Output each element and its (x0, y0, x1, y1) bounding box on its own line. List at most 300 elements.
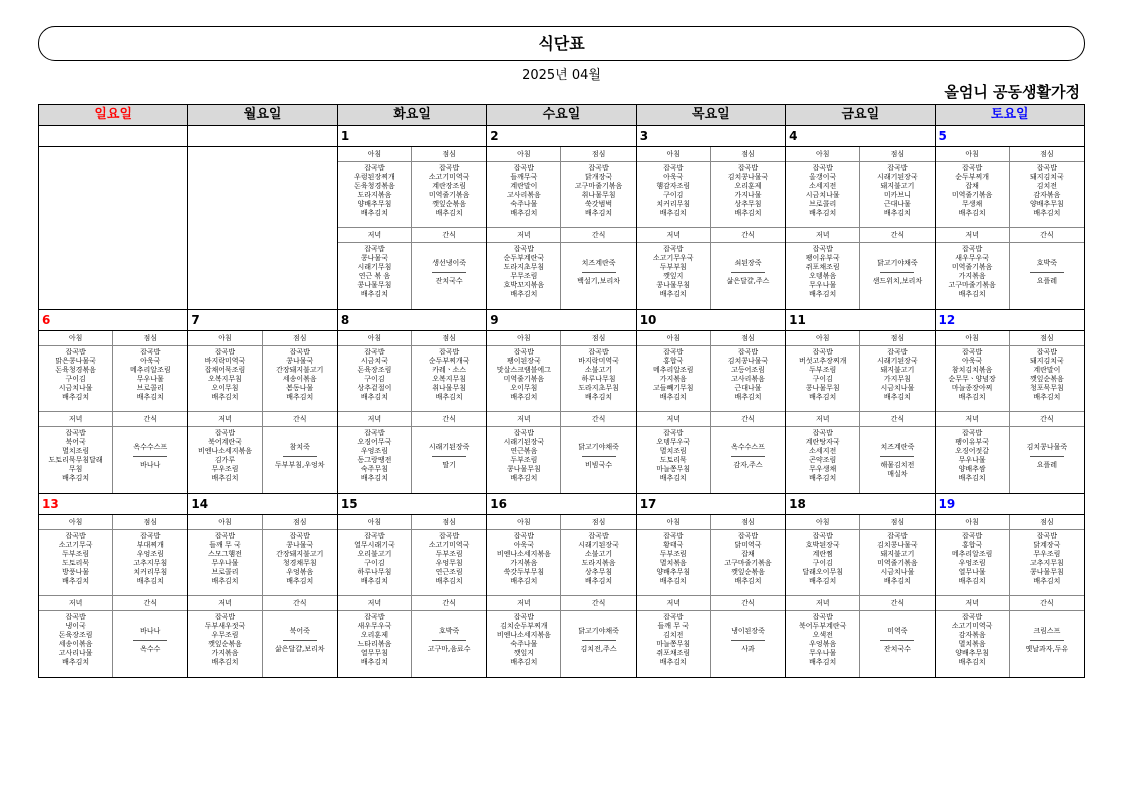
day-number: 7 (188, 310, 336, 331)
day-number-blank (39, 126, 187, 147)
day-cell (935, 126, 1084, 310)
meal-grid (637, 331, 785, 493)
title-banner (38, 26, 1085, 61)
day-number: 5 (936, 126, 1084, 147)
lunch-menu: 잡곡밥 닭미역국 잡채 고구마줄기볶음 깻잎순볶음 배추김치 (711, 530, 785, 596)
dinner-label: 저녁 (188, 412, 262, 427)
breakfast-label: 아침 (487, 147, 561, 162)
lunch-menu: 잡곡밥 김치콩나물국 고등어조림 고사리볶음 근대나물 배추김치 (711, 346, 785, 412)
dinner-label: 저녁 (487, 412, 561, 427)
meal-grid (637, 515, 785, 677)
dinner-menu: 잡곡밥 순두부계란국 도라지초무침 무무조림 호박꼬지볶음 배추김치 (487, 243, 561, 309)
breakfast-menu: 잡곡밥 바지락미역국 잡채어묵조림 오복지무침 오이무침 배추김치 (188, 346, 262, 412)
blank-slot (39, 162, 113, 228)
dinner-menu: 잡곡밥 오뎅무우국 멸치조림 도토리묵 마늘쫑무침 배추김치 (637, 427, 711, 493)
snack-main-item: 미역죽 (887, 627, 908, 635)
day-number: 9 (487, 310, 635, 331)
snack-label: 간식 (1010, 412, 1084, 427)
snack-main-item: 크림스프 (1033, 627, 1061, 635)
dinner-menu: 잡곡밥 냉이국 돈육장조림 세송이볶음 고사리나물 배추김치 (39, 611, 113, 677)
meal-grid (39, 331, 187, 493)
snack-label: 간식 (561, 596, 635, 611)
day-number-blank (188, 126, 336, 147)
lunch-label: 점심 (1010, 331, 1084, 346)
day-number: 3 (637, 126, 785, 147)
snack-menu (561, 243, 635, 309)
day-cell (337, 494, 486, 678)
snack-sub-item: 요플레 (1036, 461, 1058, 469)
meal-grid (338, 147, 486, 309)
breakfast-label: 아침 (786, 147, 860, 162)
day-cell (786, 494, 935, 678)
lunch-label: 점심 (711, 331, 785, 346)
snack-sub-item: 잔치국수 (435, 277, 463, 285)
breakfast-menu: 잡곡밥 소고기무국 두부조림 도토리묵 방풍나물 배추김치 (39, 530, 113, 596)
week-row (39, 494, 1085, 678)
breakfast-menu: 잡곡밥 황태국 두부조림 멸치볶음 양배추무침 배추김치 (637, 530, 711, 596)
day-cell (487, 126, 636, 310)
dinner-label: 저녁 (786, 596, 860, 611)
breakfast-menu: 잡곡밥 홍합국 메추리알조림 가지볶음 고들빼기무침 배추김치 (637, 346, 711, 412)
breakfast-label: 아침 (338, 147, 412, 162)
breakfast-menu: 잡곡밥 열무시래기국 오리불고기 구이김 하루나무침 배추김치 (338, 530, 412, 596)
snack-sub-item: 해물김치전 매실차 (880, 461, 915, 478)
snack-label: 간식 (711, 412, 785, 427)
day-cell (786, 310, 935, 494)
lunch-label: 점심 (860, 147, 934, 162)
dinner-label: 저녁 (338, 228, 412, 243)
breakfast-label: 아침 (487, 331, 561, 346)
dinner-menu: 잡곡밥 오징어무국 우엉조림 동그랑땡전 숙주무침 배추김치 (338, 427, 412, 493)
snack-menu (263, 611, 337, 677)
blank-slot (263, 147, 337, 162)
meal-grid (188, 147, 336, 309)
weekday-header: 월요일 (188, 105, 337, 126)
day-cell (487, 310, 636, 494)
day-cell (935, 310, 1084, 494)
week-row (39, 126, 1085, 310)
day-cell (786, 126, 935, 310)
snack-main-item: 옥수수스프 (731, 443, 765, 451)
day-number: 15 (338, 494, 486, 515)
blank-slot (263, 228, 337, 243)
breakfast-label: 아침 (188, 515, 262, 530)
snack-divider (880, 640, 914, 641)
dinner-label: 저녁 (338, 596, 412, 611)
snack-main-item: 참치죽 (289, 443, 310, 451)
snack-menu (860, 611, 934, 677)
snack-sub-item: 잔치국수 (883, 645, 911, 653)
snack-divider (1030, 456, 1064, 457)
breakfast-label: 아침 (188, 331, 262, 346)
weekday-header: 금요일 (786, 105, 935, 126)
meal-grid (786, 147, 934, 309)
snack-menu (711, 427, 785, 493)
dinner-menu: 잡곡밥 콩나물국 시래기무침 연근 볶 음 콩나물무침 배추김치 (338, 243, 412, 309)
breakfast-menu: 잡곡밥 들깨무국 계란말이 고사리볶음 숙주나물 배추김치 (487, 162, 561, 228)
snack-label: 간식 (113, 596, 187, 611)
lunch-menu: 잡곡밥 바지락미역국 소불고기 하루나무침 도라지초무침 배추김치 (561, 346, 635, 412)
day-number: 14 (188, 494, 336, 515)
blank-slot (188, 228, 262, 243)
lunch-menu: 잡곡밥 부대찌개 우엉조림 고추지무침 치커리무침 배추김치 (113, 530, 187, 596)
snack-label: 간식 (561, 412, 635, 427)
snack-sub-item: 옛날과자,두유 (1025, 645, 1069, 653)
lunch-label: 점심 (561, 147, 635, 162)
meal-calendar (38, 104, 1085, 678)
day-number: 8 (338, 310, 486, 331)
dinner-menu: 잡곡밥 들깨 무 국 김치전 마늘쫑무침 쥐포채조림 배추김치 (637, 611, 711, 677)
day-cell (337, 310, 486, 494)
snack-sub-item: 옥수수 (140, 645, 161, 653)
dinner-label: 저녁 (786, 228, 860, 243)
lunch-menu: 잡곡밥 김치콩나물국 돼지불고기 미역줄기볶음 시금치나물 배추김치 (860, 530, 934, 596)
lunch-menu: 잡곡밥 닭개장국 고구마줄기볶음 취나물무침 쑥갓범벅 배추김치 (561, 162, 635, 228)
snack-divider (283, 456, 317, 457)
snack-main-item: 닭고기야채죽 (877, 259, 918, 267)
dinner-menu: 잡곡밥 소고기무우국 두부부침 깻잎지 콩나물무침 배추김치 (637, 243, 711, 309)
lunch-menu: 잡곡밥 돼지김치국 계란말이 깻잎순볶음 청포묵무침 배추김치 (1010, 346, 1084, 412)
month-label: 2025년 04월 (522, 68, 601, 83)
lunch-label: 점심 (412, 515, 486, 530)
meal-grid (338, 331, 486, 493)
dinner-menu: 잡곡밥 소고기미역국 감자볶음 멸치볶음 양배추무침 배추김치 (936, 611, 1010, 677)
snack-main-item: 북어죽 (289, 627, 310, 635)
dinner-label: 저녁 (637, 596, 711, 611)
day-number: 10 (637, 310, 785, 331)
meal-grid (936, 331, 1084, 493)
snack-sub-item: 백설기,보리차 (577, 277, 620, 285)
breakfast-menu: 잡곡밥 순두부찌개 잡채 미역줄기볶음 무생채 배추김치 (936, 162, 1010, 228)
snack-label: 간식 (860, 412, 934, 427)
snack-menu (1010, 611, 1084, 677)
dinner-label: 저녁 (637, 412, 711, 427)
snack-sub-item: 삶은달걀,보리차 (274, 645, 325, 653)
blank-slot (113, 162, 187, 228)
dinner-menu: 잡곡밥 북어두부계란국 오색전 우엉볶음 무우나물 배추김치 (786, 611, 860, 677)
dinner-label: 저녁 (338, 412, 412, 427)
dinner-label: 저녁 (786, 412, 860, 427)
breakfast-menu: 잡곡밥 버섯고추장찌개 두부조림 구이김 콩나물무침 배추김치 (786, 346, 860, 412)
lunch-label: 점심 (860, 331, 934, 346)
weekday-header: 화요일 (337, 105, 486, 126)
snack-main-item: 닭고기야채죽 (578, 627, 619, 635)
blank-slot (113, 147, 187, 162)
lunch-menu: 잡곡밥 닭계장국 무우조림 고추지무침 콩나물무침 배추김치 (1010, 530, 1084, 596)
snack-menu (711, 611, 785, 677)
day-cell (39, 310, 188, 494)
day-number: 18 (786, 494, 934, 515)
snack-main-item: 냉이된장죽 (731, 627, 765, 635)
lunch-menu: 잡곡밥 콩나물국 간장돼지불고기 세송이볶음 봄동나물 배추김치 (263, 346, 337, 412)
day-cell (39, 494, 188, 678)
day-cell (636, 494, 785, 678)
snack-menu (1010, 243, 1084, 309)
day-cell (935, 494, 1084, 678)
lunch-label: 점심 (412, 147, 486, 162)
snack-label: 간식 (263, 596, 337, 611)
blank-slot (263, 162, 337, 228)
dinner-menu: 잡곡밥 시래기된장국 연근볶음 두부조림 콩나물무침 배추김치 (487, 427, 561, 493)
dinner-menu: 잡곡밥 김치순두부찌개 비엔나소세지볶음 숙주나물 깻잎지 배추김치 (487, 611, 561, 677)
dinner-menu: 잡곡밥 북어계란국 비엔나소세지볶음 김가루 무우조림 배추김치 (188, 427, 262, 493)
lunch-label: 점심 (263, 331, 337, 346)
snack-sub-item: 감자,주스 (733, 461, 763, 469)
breakfast-menu: 잡곡밥 홍합국 메추리알조림 우엉조림 열무나물 배추김치 (936, 530, 1010, 596)
snack-divider (1030, 640, 1064, 641)
blank-slot (113, 243, 187, 309)
dinner-label: 저녁 (188, 596, 262, 611)
breakfast-menu: 잡곡밥 들깨 무 국 스모그햄전 무우나물 브로콜리 배추김치 (188, 530, 262, 596)
day-number: 12 (936, 310, 1084, 331)
snack-label: 간식 (860, 596, 934, 611)
breakfast-label: 아침 (637, 515, 711, 530)
snack-label: 간식 (860, 228, 934, 243)
snack-divider (582, 272, 616, 273)
breakfast-menu: 잡곡밥 아욱국 비엔나소세지볶음 가지볶음 쑥갓두부무침 배추김치 (487, 530, 561, 596)
snack-divider (133, 640, 167, 641)
snack-divider (880, 272, 914, 273)
snack-sub-item: 바나나 (140, 461, 161, 469)
dinner-label: 저녁 (936, 596, 1010, 611)
snack-menu (412, 427, 486, 493)
weekday-header: 수요일 (487, 105, 636, 126)
weekday-header: 일요일 (39, 105, 188, 126)
dinner-label: 저녁 (487, 596, 561, 611)
meal-grid (786, 515, 934, 677)
snack-menu (113, 611, 187, 677)
lunch-label: 점심 (113, 331, 187, 346)
lunch-menu: 잡곡밥 김치콩나물국 오리훈제 가지나물 상추무침 배추김치 (711, 162, 785, 228)
lunch-menu: 잡곡밥 콩나물국 간장돼지불고기 청경채무침 우엉볶음 배추김치 (263, 530, 337, 596)
blank-slot (263, 243, 337, 309)
day-number: 2 (487, 126, 635, 147)
meal-grid (936, 147, 1084, 309)
snack-label: 간식 (412, 596, 486, 611)
meal-grid (487, 147, 635, 309)
snack-main-item: 쇠된장죽 (734, 259, 762, 267)
breakfast-menu: 잡곡밥 우렁된장찌개 돈육청경볶음 도라지볶음 양배추무침 배추김치 (338, 162, 412, 228)
snack-label: 간식 (561, 228, 635, 243)
snack-main-item: 옥수수스프 (133, 443, 168, 451)
day-number: 19 (936, 494, 1084, 515)
breakfast-menu: 잡곡밥 맑은콩나물국 돈육청경볶음 구이김 시금치나물 배추김치 (39, 346, 113, 412)
day-number: 1 (338, 126, 486, 147)
page-title: 식단표 (538, 34, 585, 53)
breakfast-menu: 잡곡밥 올갱이국 소세지전 시금치나물 브로콜리 배추김치 (786, 162, 860, 228)
meal-grid (487, 515, 635, 677)
snack-sub-item: 샌드위치,보리차 (872, 277, 923, 285)
snack-label: 간식 (1010, 596, 1084, 611)
lunch-menu: 잡곡밥 소고기미역국 두부조림 우엉무침 연근조림 배추김치 (412, 530, 486, 596)
day-cell (636, 126, 785, 310)
snack-main-item: 치즈계란죽 (880, 443, 915, 451)
snack-menu (561, 427, 635, 493)
meal-grid (487, 331, 635, 493)
snack-divider (880, 456, 914, 457)
lunch-label: 점심 (860, 515, 934, 530)
breakfast-label: 아침 (338, 515, 412, 530)
lunch-menu: 잡곡밥 시래기된장국 돼지불고기 미카브니 근대나물 배추김치 (860, 162, 934, 228)
snack-menu (412, 611, 486, 677)
breakfast-label: 아침 (39, 515, 113, 530)
snack-sub-item: 딸기 (442, 461, 456, 469)
lunch-label: 점심 (1010, 515, 1084, 530)
snack-main-item: 호박죽 (439, 627, 460, 635)
snack-label: 간식 (711, 596, 785, 611)
dinner-menu: 잡곡밥 계란탕자국 소세지전 곤약조림 무우생채 배추김치 (786, 427, 860, 493)
meal-grid (936, 515, 1084, 677)
blank-slot (188, 147, 262, 162)
lunch-label: 점심 (711, 515, 785, 530)
dinner-menu: 잡곡밥 두부새우젓국 우무조림 깻잎순볶음 가지볶음 배추김치 (188, 611, 262, 677)
snack-sub-item: 김치전,주스 (580, 645, 617, 653)
dinner-menu: 잡곡밥 새우무우국 미역줄기볶음 가지볶음 고구마줄기볶음 배추김치 (936, 243, 1010, 309)
breakfast-label: 아침 (637, 147, 711, 162)
blank-slot (39, 147, 113, 162)
snack-sub-item: 두부부침,우엉차 (274, 461, 325, 469)
lunch-menu: 잡곡밥 아욱국 메추리알조림 무우나물 브로콜리 배추김치 (113, 346, 187, 412)
snack-sub-item: 고구마,음료수 (427, 645, 471, 653)
snack-menu (711, 243, 785, 309)
snack-label: 간식 (113, 412, 187, 427)
snack-label: 간식 (412, 228, 486, 243)
snack-sub-item: 비빔국수 (585, 461, 613, 469)
snack-main-item: 치즈계란죽 (581, 259, 616, 267)
lunch-label: 점심 (1010, 147, 1084, 162)
lunch-label: 점심 (711, 147, 785, 162)
dinner-menu: 잡곡밥 새우무우국 오리훈제 느타리볶음 열무무침 배추김치 (338, 611, 412, 677)
breakfast-label: 아침 (936, 147, 1010, 162)
lunch-label: 점심 (113, 515, 187, 530)
weekday-header-row (39, 105, 1085, 126)
snack-divider (432, 456, 466, 457)
snack-main-item: 시래기된장죽 (428, 443, 470, 451)
day-number: 11 (786, 310, 934, 331)
breakfast-label: 아침 (39, 331, 113, 346)
blank-slot (188, 162, 262, 228)
snack-divider (582, 640, 616, 641)
snack-label: 간식 (711, 228, 785, 243)
blank-slot (39, 228, 113, 243)
snack-sub-item: 사과 (741, 645, 755, 653)
meal-grid (188, 331, 336, 493)
snack-divider (731, 272, 765, 273)
empty-day-cell (39, 126, 188, 310)
snack-divider (283, 640, 317, 641)
breakfast-label: 아침 (786, 515, 860, 530)
breakfast-label: 아침 (637, 331, 711, 346)
day-cell (188, 494, 337, 678)
breakfast-menu: 잡곡밥 아욱국 참치김치볶음 순무무ㆍ양념장 마늘종장아찌 배추김치 (936, 346, 1010, 412)
lunch-menu: 잡곡밥 시래기된장국 소불고기 도라지볶음 상추무침 배추김치 (561, 530, 635, 596)
snack-main-item: 호박죽 (1036, 259, 1058, 267)
snack-menu (113, 427, 187, 493)
blank-slot (113, 228, 187, 243)
snack-menu (860, 243, 934, 309)
meal-grid (188, 515, 336, 677)
organization-name: 올엄니 공동생활가정 (944, 83, 1080, 101)
dinner-label: 저녁 (487, 228, 561, 243)
blank-slot (39, 243, 113, 309)
dinner-label: 저녁 (936, 412, 1010, 427)
meal-grid (786, 331, 934, 493)
lunch-menu: 잡곡밥 소고기미역국 계란장조림 미역줄기볶음 깻잎순볶음 배추김치 (412, 162, 486, 228)
snack-label: 간식 (1010, 228, 1084, 243)
dinner-label: 저녁 (39, 412, 113, 427)
snack-main-item: 생선냉이죽 (432, 259, 467, 267)
lunch-label: 점심 (561, 331, 635, 346)
snack-main-item: 닭고기야채죽 (578, 443, 619, 451)
lunch-label: 점심 (561, 515, 635, 530)
week-row (39, 310, 1085, 494)
snack-divider (432, 640, 466, 641)
breakfast-label: 아침 (936, 331, 1010, 346)
dinner-label: 저녁 (39, 596, 113, 611)
empty-day-cell (188, 126, 337, 310)
lunch-menu: 잡곡밥 시래기된장국 돼지불고기 가지무침 시금치나물 배추김치 (860, 346, 934, 412)
snack-divider (133, 456, 167, 457)
day-number: 16 (487, 494, 635, 515)
snack-label: 간식 (412, 412, 486, 427)
snack-menu (1010, 427, 1084, 493)
snack-label: 간식 (263, 412, 337, 427)
dinner-menu: 잡곡밥 팽이유부국 쥐포채조림 오뎅볶음 무우나물 배추김치 (786, 243, 860, 309)
lunch-label: 점심 (412, 331, 486, 346)
day-number: 6 (39, 310, 187, 331)
breakfast-label: 아침 (487, 515, 561, 530)
dinner-label: 저녁 (637, 228, 711, 243)
snack-divider (731, 456, 765, 457)
snack-sub-item: 요플레 (1036, 277, 1058, 285)
day-number: 13 (39, 494, 187, 515)
snack-menu (263, 427, 337, 493)
breakfast-label: 아침 (936, 515, 1010, 530)
lunch-label: 점심 (263, 515, 337, 530)
day-cell (487, 494, 636, 678)
meal-grid (39, 147, 187, 309)
snack-menu (860, 427, 934, 493)
breakfast-label: 아침 (338, 331, 412, 346)
day-number: 4 (786, 126, 934, 147)
dinner-label: 저녁 (936, 228, 1010, 243)
meal-grid (39, 515, 187, 677)
breakfast-menu: 잡곡밥 시금치국 돈육장조림 구이김 상추겉절이 배추김치 (338, 346, 412, 412)
meal-grid (338, 515, 486, 677)
dinner-menu: 잡곡밥 북어국 멸치조림 도토리묵무침달래 무침 배추김치 (39, 427, 113, 493)
day-cell (337, 126, 486, 310)
meal-grid (637, 147, 785, 309)
snack-sub-item: 삶은달걀,주스 (726, 277, 770, 285)
breakfast-menu: 잡곡밥 팽이된장국 맛살스크램블에그 미역줄기볶음 오이무침 배추김치 (487, 346, 561, 412)
snack-main-item: 김치콩나물죽 (1026, 443, 1068, 451)
weekday-header: 목요일 (636, 105, 785, 126)
day-cell (636, 310, 785, 494)
snack-divider (1030, 272, 1064, 273)
lunch-menu: 잡곡밥 순두부찌개국 카레ㆍ소스 오복지무침 취나물무침 배추김치 (412, 346, 486, 412)
day-cell (188, 310, 337, 494)
snack-menu (412, 243, 486, 309)
breakfast-menu: 잡곡밥 아욱국 햄감자조림 구이김 치커리무침 배추김치 (637, 162, 711, 228)
weekday-header: 토요일 (935, 105, 1084, 126)
day-number: 17 (637, 494, 785, 515)
snack-divider (731, 640, 765, 641)
breakfast-menu: 잡곡밥 호박된장국 계란찜 구이김 달래오이무침 배추김치 (786, 530, 860, 596)
snack-menu (561, 611, 635, 677)
snack-main-item: 바나나 (140, 627, 161, 635)
snack-divider (582, 456, 616, 457)
dinner-menu: 잡곡밥 팽이유부국 오징어젓갈 무우나물 양배추쌈 배추김치 (936, 427, 1010, 493)
